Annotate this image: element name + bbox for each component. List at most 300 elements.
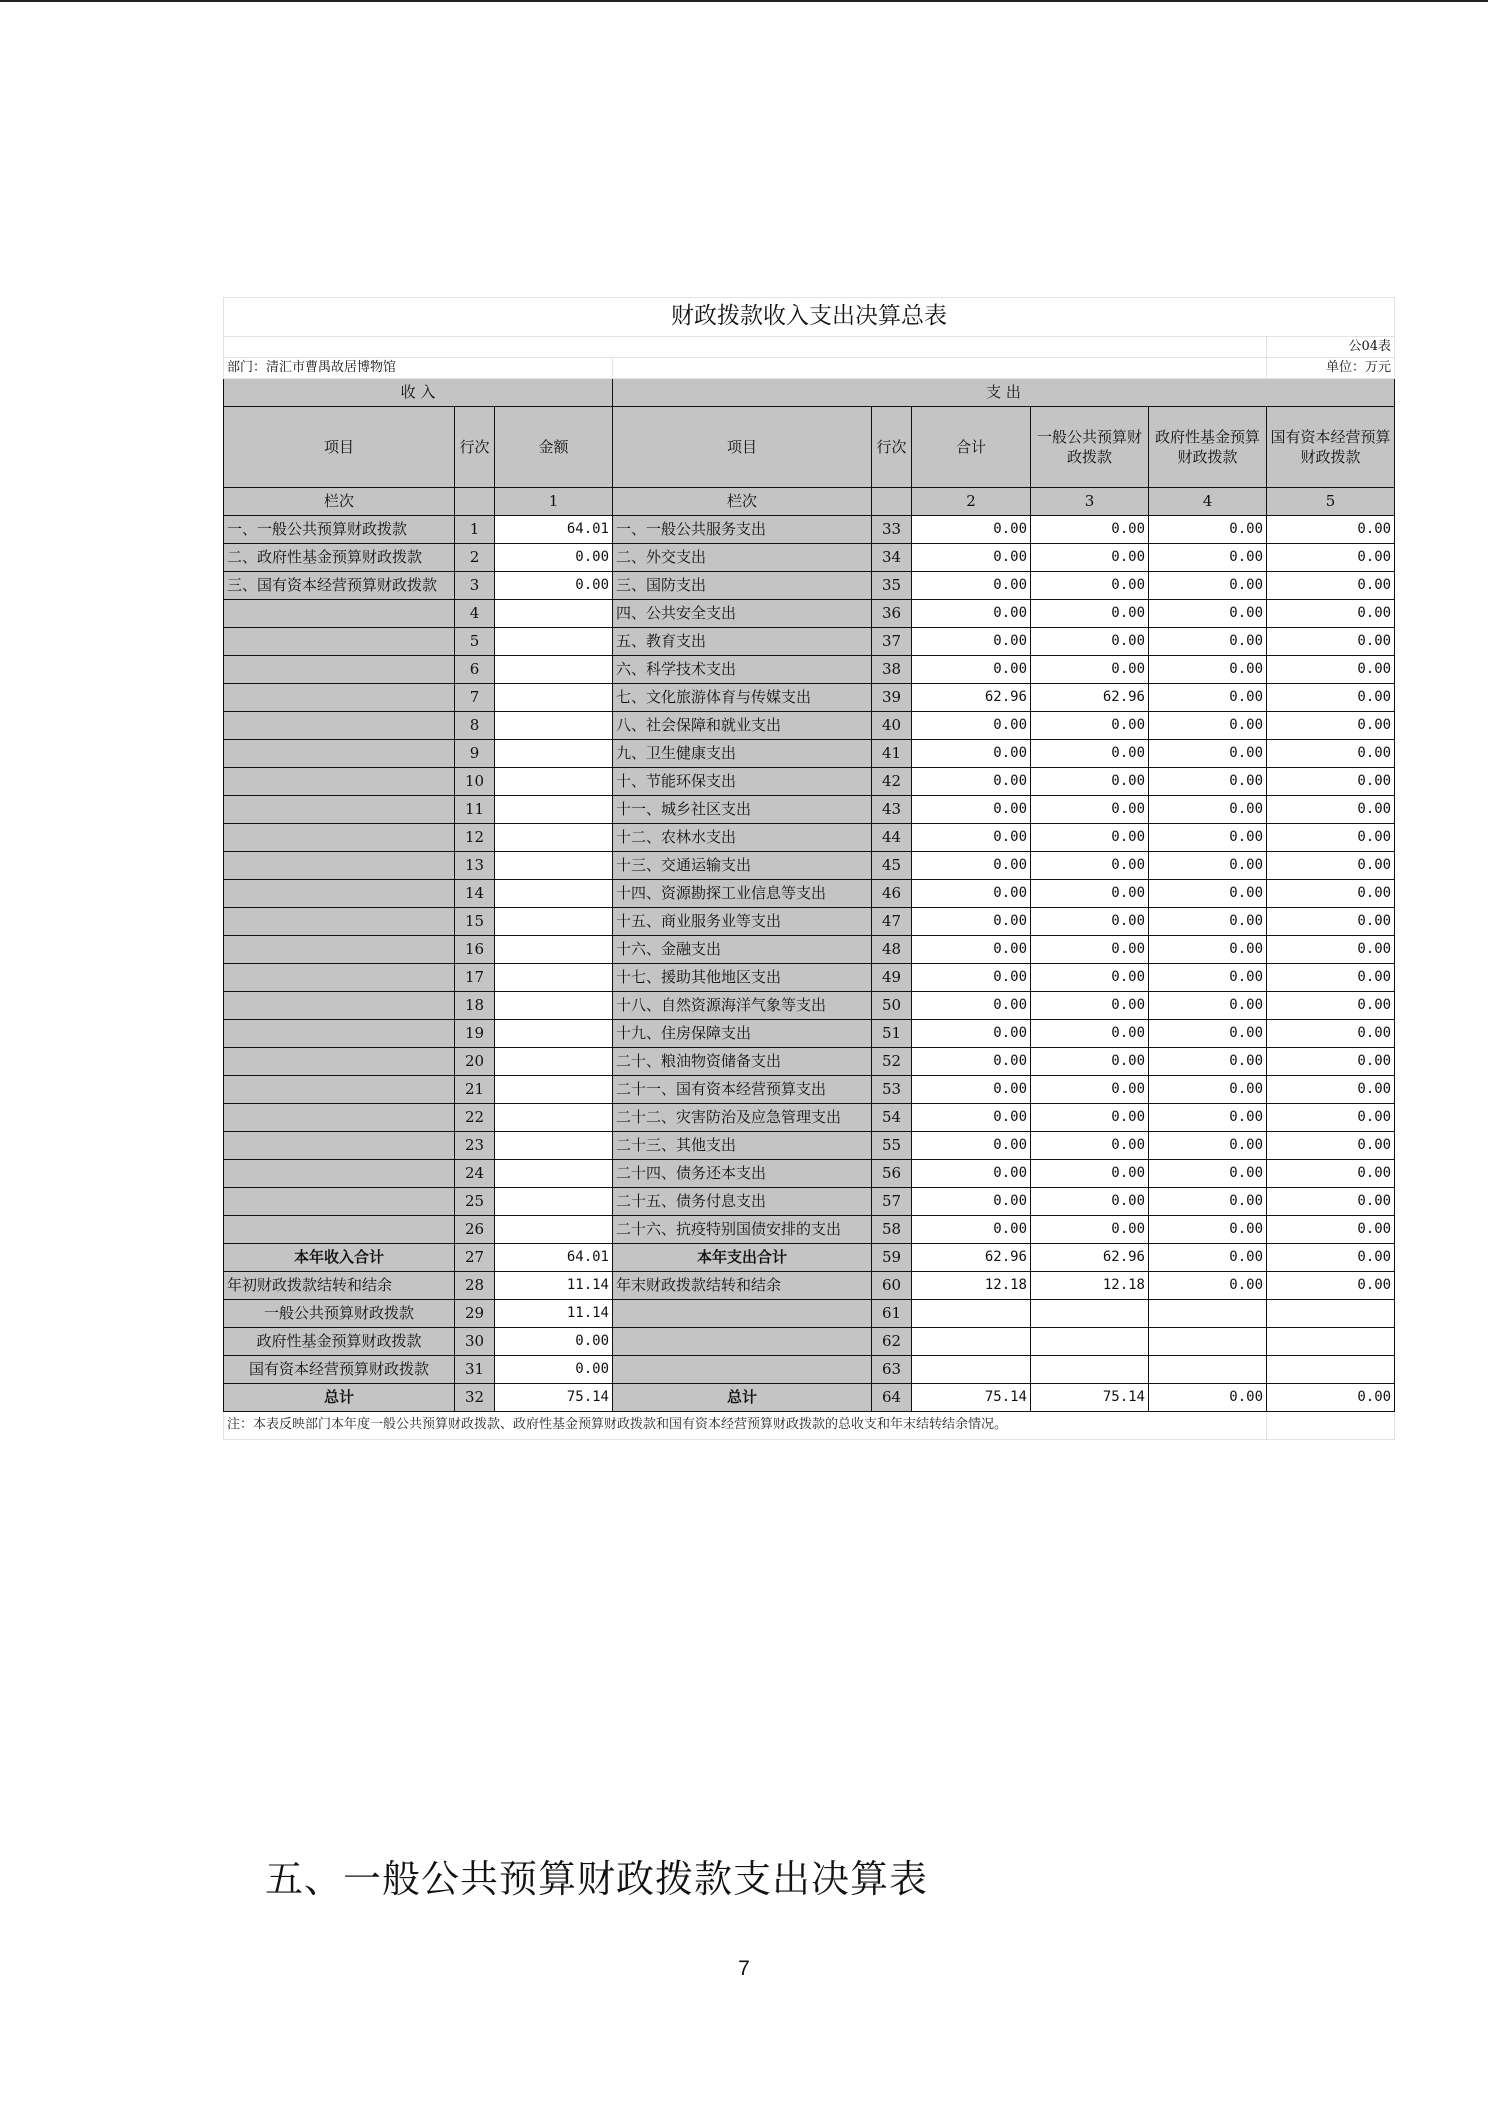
- state-capital-cell: 0.00: [1267, 796, 1395, 824]
- income-row-number: 10: [455, 768, 495, 796]
- expense-row-number: 45: [872, 852, 912, 880]
- expense-total-cell: 0.00: [912, 964, 1031, 992]
- expense-row-number: 54: [872, 1104, 912, 1132]
- fiscal-allocation-table: [223, 297, 1395, 1440]
- income-row-number: 15: [455, 908, 495, 936]
- section-heading: 五、一般公共预算财政拨款支出决算表: [265, 1857, 929, 1901]
- income-item-cell: [224, 1048, 455, 1076]
- income-amount-cell: [495, 936, 613, 964]
- expense-row-number: 63: [872, 1356, 912, 1384]
- expense-row-number: 46: [872, 880, 912, 908]
- fund-budget-cell: 0.00: [1149, 516, 1267, 544]
- expense-total-cell: 0.00: [912, 936, 1031, 964]
- expense-item-cell: 十五、商业服务业等支出: [613, 908, 872, 936]
- state-capital-cell: 0.00: [1267, 712, 1395, 740]
- income-item-cell: [224, 824, 455, 852]
- fund-budget-cell: 0.00: [1149, 1384, 1267, 1412]
- expense-item-cell: 十二、农林水支出: [613, 824, 872, 852]
- expense-item-cell: 十四、资源勘探工业信息等支出: [613, 880, 872, 908]
- expense-row-number: 36: [872, 600, 912, 628]
- table-row: [224, 628, 1395, 656]
- income-item-cell: [224, 964, 455, 992]
- income-row-number: 27: [455, 1244, 495, 1272]
- income-item-cell: [224, 600, 455, 628]
- income-item-cell: [224, 1132, 455, 1160]
- expense-total-cell: 0.00: [912, 796, 1031, 824]
- general-budget-cell: 0.00: [1031, 1132, 1149, 1160]
- header-income-item: 项目: [224, 407, 455, 488]
- income-row-number: 20: [455, 1048, 495, 1076]
- income-item-cell: 一、一般公共预算财政拨款: [224, 516, 455, 544]
- expense-total-cell: [912, 1328, 1031, 1356]
- table-row: [224, 1384, 1395, 1412]
- general-budget-cell: 0.00: [1031, 796, 1149, 824]
- table-row: [224, 1272, 1395, 1300]
- column-index-5: 5: [1267, 488, 1395, 516]
- table-row: [224, 908, 1395, 936]
- general-budget-cell: 0.00: [1031, 992, 1149, 1020]
- income-item-cell: [224, 936, 455, 964]
- income-item-cell: 政府性基金预算财政拨款: [224, 1328, 455, 1356]
- income-row-number: 22: [455, 1104, 495, 1132]
- table-row: [224, 1048, 1395, 1076]
- general-budget-cell: 0.00: [1031, 852, 1149, 880]
- income-amount-cell: [495, 1216, 613, 1244]
- state-capital-cell: 0.00: [1267, 908, 1395, 936]
- general-budget-cell: 62.96: [1031, 684, 1149, 712]
- income-item-cell: [224, 684, 455, 712]
- expense-item-cell: 八、社会保障和就业支出: [613, 712, 872, 740]
- income-item-cell: [224, 1160, 455, 1188]
- expense-item-cell: [613, 1356, 872, 1384]
- general-budget-cell: 0.00: [1031, 572, 1149, 600]
- general-budget-cell: 0.00: [1031, 824, 1149, 852]
- expense-row-number: 39: [872, 684, 912, 712]
- income-row-number: 25: [455, 1188, 495, 1216]
- income-row-number: 6: [455, 656, 495, 684]
- column-index-1: 1: [495, 488, 613, 516]
- expense-total-cell: 0.00: [912, 1160, 1031, 1188]
- expense-item-cell: 二十四、债务还本支出: [613, 1160, 872, 1188]
- fund-budget-cell: 0.00: [1149, 1272, 1267, 1300]
- income-row-number: 2: [455, 544, 495, 572]
- expense-item-cell: 十六、金融支出: [613, 936, 872, 964]
- general-budget-cell: 0.00: [1031, 768, 1149, 796]
- general-budget-cell: 62.96: [1031, 1244, 1149, 1272]
- table-row: [224, 572, 1395, 600]
- state-capital-cell: 0.00: [1267, 852, 1395, 880]
- income-amount-cell: [495, 628, 613, 656]
- state-capital-cell: 0.00: [1267, 824, 1395, 852]
- income-amount-cell: [495, 1076, 613, 1104]
- state-capital-cell: 0.00: [1267, 1216, 1395, 1244]
- income-amount-cell: 64.01: [495, 1244, 613, 1272]
- state-capital-cell: 0.00: [1267, 1384, 1395, 1412]
- table-row: [224, 1356, 1395, 1384]
- income-item-cell: [224, 992, 455, 1020]
- income-amount-cell: [495, 1048, 613, 1076]
- page-top-border: [0, 0, 1488, 2]
- income-row-number: 4: [455, 600, 495, 628]
- expense-row-number: 34: [872, 544, 912, 572]
- income-amount-cell: [495, 1188, 613, 1216]
- income-row-number: 21: [455, 1076, 495, 1104]
- income-item-cell: [224, 880, 455, 908]
- fund-budget-cell: 0.00: [1149, 1132, 1267, 1160]
- income-amount-cell: [495, 740, 613, 768]
- expense-total-cell: 0.00: [912, 740, 1031, 768]
- income-section-header: 收 入: [224, 379, 613, 407]
- expense-total-cell: 0.00: [912, 1132, 1031, 1160]
- column-index-label-left: 栏次: [224, 488, 455, 516]
- income-row-number: 17: [455, 964, 495, 992]
- income-item-cell: [224, 1076, 455, 1104]
- expense-row-number: 49: [872, 964, 912, 992]
- expense-item-cell: 九、卫生健康支出: [613, 740, 872, 768]
- income-row-number: 26: [455, 1216, 495, 1244]
- expense-row-number: 33: [872, 516, 912, 544]
- table-row: [224, 600, 1395, 628]
- general-budget-cell: 0.00: [1031, 1076, 1149, 1104]
- general-budget-cell: 0.00: [1031, 740, 1149, 768]
- general-budget-cell: 0.00: [1031, 1188, 1149, 1216]
- income-row-number: 29: [455, 1300, 495, 1328]
- column-index-label-right: 栏次: [613, 488, 872, 516]
- income-amount-cell: 0.00: [495, 1356, 613, 1384]
- expense-total-cell: 0.00: [912, 1104, 1031, 1132]
- general-budget-cell: 0.00: [1031, 656, 1149, 684]
- income-amount-cell: [495, 656, 613, 684]
- state-capital-cell: 0.00: [1267, 936, 1395, 964]
- expense-item-cell: 二十五、债务付息支出: [613, 1188, 872, 1216]
- income-item-cell: [224, 628, 455, 656]
- table-row: [224, 936, 1395, 964]
- state-capital-cell: 0.00: [1267, 1048, 1395, 1076]
- expense-total-cell: 0.00: [912, 1188, 1031, 1216]
- expense-total-cell: 0.00: [912, 880, 1031, 908]
- column-index-2: 2: [912, 488, 1031, 516]
- income-amount-cell: [495, 712, 613, 740]
- general-budget-cell: 0.00: [1031, 1216, 1149, 1244]
- header-expense-item: 项目: [613, 407, 872, 488]
- header-fund-budget: 政府性基金预算财政拨款: [1149, 407, 1267, 488]
- expense-total-cell: 62.96: [912, 1244, 1031, 1272]
- state-capital-cell: 0.00: [1267, 1020, 1395, 1048]
- expense-row-number: 55: [872, 1132, 912, 1160]
- state-capital-cell: 0.00: [1267, 1188, 1395, 1216]
- expense-item-cell: 十一、城乡社区支出: [613, 796, 872, 824]
- income-row-number: 12: [455, 824, 495, 852]
- general-budget-cell: 0.00: [1031, 908, 1149, 936]
- fund-budget-cell: 0.00: [1149, 992, 1267, 1020]
- income-amount-cell: [495, 1160, 613, 1188]
- state-capital-cell: 0.00: [1267, 1104, 1395, 1132]
- table-row: [224, 712, 1395, 740]
- state-capital-cell: 0.00: [1267, 1132, 1395, 1160]
- expense-total-cell: 0.00: [912, 1076, 1031, 1104]
- income-item-cell: [224, 908, 455, 936]
- income-item-cell: 二、政府性基金预算财政拨款: [224, 544, 455, 572]
- expense-section-header: 支 出: [613, 379, 1395, 407]
- expense-item-cell: 十、节能环保支出: [613, 768, 872, 796]
- income-amount-cell: 11.14: [495, 1272, 613, 1300]
- expense-total-cell: 0.00: [912, 628, 1031, 656]
- fund-budget-cell: 0.00: [1149, 1160, 1267, 1188]
- income-item-cell: [224, 740, 455, 768]
- state-capital-cell: [1267, 1328, 1395, 1356]
- income-amount-cell: [495, 1020, 613, 1048]
- fund-budget-cell: 0.00: [1149, 1216, 1267, 1244]
- general-budget-cell: 0.00: [1031, 516, 1149, 544]
- expense-row-number: 42: [872, 768, 912, 796]
- income-amount-cell: [495, 684, 613, 712]
- expense-total-cell: 0.00: [912, 824, 1031, 852]
- expense-item-cell: 本年支出合计: [613, 1244, 872, 1272]
- table-row: [224, 1300, 1395, 1328]
- page-number: 7: [738, 1957, 750, 1980]
- income-item-cell: 年初财政拨款结转和结余: [224, 1272, 455, 1300]
- financial-statement-sheet: [223, 297, 1394, 1440]
- expense-total-cell: 0.00: [912, 572, 1031, 600]
- fund-budget-cell: 0.00: [1149, 936, 1267, 964]
- expense-item-cell: 五、教育支出: [613, 628, 872, 656]
- expense-item-cell: 十七、援助其他地区支出: [613, 964, 872, 992]
- income-row-number: 16: [455, 936, 495, 964]
- expense-total-cell: 0.00: [912, 768, 1031, 796]
- general-budget-cell: 0.00: [1031, 936, 1149, 964]
- expense-row-number: 57: [872, 1188, 912, 1216]
- table-row: [224, 740, 1395, 768]
- state-capital-cell: 0.00: [1267, 1076, 1395, 1104]
- expense-total-cell: 0.00: [912, 712, 1031, 740]
- fund-budget-cell: 0.00: [1149, 824, 1267, 852]
- general-budget-cell: 12.18: [1031, 1272, 1149, 1300]
- state-capital-cell: 0.00: [1267, 544, 1395, 572]
- income-item-cell: [224, 1020, 455, 1048]
- expense-row-number: 62: [872, 1328, 912, 1356]
- table-row: [224, 796, 1395, 824]
- expense-row-number: 35: [872, 572, 912, 600]
- expense-total-cell: 0.00: [912, 600, 1031, 628]
- fund-budget-cell: 0.00: [1149, 880, 1267, 908]
- income-item-cell: 总计: [224, 1384, 455, 1412]
- income-row-number: 32: [455, 1384, 495, 1412]
- income-amount-cell: 0.00: [495, 544, 613, 572]
- header-general-budget: 一般公共预算财政拨款: [1031, 407, 1149, 488]
- expense-total-cell: 0.00: [912, 852, 1031, 880]
- table-row: [224, 1244, 1395, 1272]
- expense-row-number: 50: [872, 992, 912, 1020]
- expense-row-number: 40: [872, 712, 912, 740]
- income-item-cell: [224, 1104, 455, 1132]
- column-index-4: 4: [1149, 488, 1267, 516]
- general-budget-cell: 0.00: [1031, 628, 1149, 656]
- general-budget-cell: 0.00: [1031, 600, 1149, 628]
- expense-row-number: 52: [872, 1048, 912, 1076]
- expense-item-cell: 一、一般公共服务支出: [613, 516, 872, 544]
- income-row-number: 18: [455, 992, 495, 1020]
- expense-item-cell: 十九、住房保障支出: [613, 1020, 872, 1048]
- state-capital-cell: 0.00: [1267, 1244, 1395, 1272]
- income-amount-cell: [495, 1132, 613, 1160]
- table-row: [224, 880, 1395, 908]
- income-row-number: 8: [455, 712, 495, 740]
- expense-item-cell: 三、国防支出: [613, 572, 872, 600]
- expense-item-cell: 二十三、其他支出: [613, 1132, 872, 1160]
- expense-item-cell: 二十二、灾害防治及应急管理支出: [613, 1104, 872, 1132]
- state-capital-cell: 0.00: [1267, 628, 1395, 656]
- expense-row-number: 64: [872, 1384, 912, 1412]
- income-amount-cell: [495, 992, 613, 1020]
- expense-item-cell: 十八、自然资源海洋气象等支出: [613, 992, 872, 1020]
- expense-row-number: 59: [872, 1244, 912, 1272]
- income-amount-cell: 75.14: [495, 1384, 613, 1412]
- expense-item-cell: 二十六、抗疫特别国债安排的支出: [613, 1216, 872, 1244]
- state-capital-cell: 0.00: [1267, 516, 1395, 544]
- expense-total-cell: 0.00: [912, 1020, 1031, 1048]
- expense-total-cell: [912, 1356, 1031, 1384]
- expense-total-cell: 0.00: [912, 908, 1031, 936]
- income-item-cell: [224, 712, 455, 740]
- fund-budget-cell: 0.00: [1149, 908, 1267, 936]
- expense-total-cell: 0.00: [912, 516, 1031, 544]
- fund-budget-cell: 0.00: [1149, 656, 1267, 684]
- state-capital-cell: [1267, 1300, 1395, 1328]
- table-row: [224, 1132, 1395, 1160]
- expense-row-number: 47: [872, 908, 912, 936]
- state-capital-cell: 0.00: [1267, 740, 1395, 768]
- state-capital-cell: 0.00: [1267, 880, 1395, 908]
- expense-total-cell: 0.00: [912, 992, 1031, 1020]
- state-capital-cell: 0.00: [1267, 768, 1395, 796]
- expense-total-cell: 75.14: [912, 1384, 1031, 1412]
- table-row: [224, 992, 1395, 1020]
- fund-budget-cell: 0.00: [1149, 740, 1267, 768]
- income-row-number: 3: [455, 572, 495, 600]
- income-amount-cell: [495, 600, 613, 628]
- general-budget-cell: 0.00: [1031, 544, 1149, 572]
- income-item-cell: [224, 768, 455, 796]
- fund-budget-cell: 0.00: [1149, 964, 1267, 992]
- state-capital-cell: 0.00: [1267, 1160, 1395, 1188]
- expense-row-number: 41: [872, 740, 912, 768]
- income-item-cell: 本年收入合计: [224, 1244, 455, 1272]
- expense-row-number: 48: [872, 936, 912, 964]
- fund-budget-cell: 0.00: [1149, 544, 1267, 572]
- general-budget-cell: [1031, 1300, 1149, 1328]
- state-capital-cell: 0.00: [1267, 964, 1395, 992]
- fund-budget-cell: 0.00: [1149, 768, 1267, 796]
- income-amount-cell: [495, 796, 613, 824]
- fund-budget-cell: 0.00: [1149, 684, 1267, 712]
- income-row-number: 5: [455, 628, 495, 656]
- expense-item-cell: 二、外交支出: [613, 544, 872, 572]
- expense-item-cell: 二十、粮油物资储备支出: [613, 1048, 872, 1076]
- general-budget-cell: 0.00: [1031, 964, 1149, 992]
- income-row-number: 9: [455, 740, 495, 768]
- fund-budget-cell: 0.00: [1149, 1076, 1267, 1104]
- expense-item-cell: 七、文化旅游体育与传媒支出: [613, 684, 872, 712]
- table-row: [224, 1188, 1395, 1216]
- expense-total-cell: 62.96: [912, 684, 1031, 712]
- income-row-number: 14: [455, 880, 495, 908]
- table-row: [224, 1160, 1395, 1188]
- general-budget-cell: 0.00: [1031, 880, 1149, 908]
- expense-row-number: 58: [872, 1216, 912, 1244]
- expense-total-cell: 0.00: [912, 656, 1031, 684]
- table-title: 财政拨款收入支出决算总表: [224, 298, 1395, 337]
- general-budget-cell: 0.00: [1031, 712, 1149, 740]
- income-item-cell: [224, 852, 455, 880]
- fund-budget-cell: 0.00: [1149, 852, 1267, 880]
- general-budget-cell: 0.00: [1031, 1160, 1149, 1188]
- table-row: [224, 544, 1395, 572]
- fund-budget-cell: 0.00: [1149, 1048, 1267, 1076]
- fund-budget-cell: 0.00: [1149, 572, 1267, 600]
- general-budget-cell: [1031, 1356, 1149, 1384]
- state-capital-cell: 0.00: [1267, 600, 1395, 628]
- income-item-cell: [224, 1188, 455, 1216]
- general-budget-cell: 0.00: [1031, 1048, 1149, 1076]
- general-budget-cell: [1031, 1328, 1149, 1356]
- table-row: [224, 852, 1395, 880]
- state-capital-cell: 0.00: [1267, 1272, 1395, 1300]
- general-budget-cell: 75.14: [1031, 1384, 1149, 1412]
- income-row-number: 28: [455, 1272, 495, 1300]
- general-budget-cell: 0.00: [1031, 1104, 1149, 1132]
- income-amount-cell: 0.00: [495, 572, 613, 600]
- header-total: 合计: [912, 407, 1031, 488]
- table-row: [224, 684, 1395, 712]
- expense-row-number: 51: [872, 1020, 912, 1048]
- expense-item-cell: [613, 1328, 872, 1356]
- expense-row-number: 37: [872, 628, 912, 656]
- unit-label: 单位：万元: [1267, 358, 1395, 379]
- header-expense-row: 行次: [872, 407, 912, 488]
- table-row: [224, 824, 1395, 852]
- income-item-cell: [224, 656, 455, 684]
- fund-budget-cell: [1149, 1328, 1267, 1356]
- income-amount-cell: [495, 768, 613, 796]
- income-item-cell: [224, 1216, 455, 1244]
- fund-budget-cell: 0.00: [1149, 1020, 1267, 1048]
- income-amount-cell: [495, 908, 613, 936]
- income-item-cell: 一般公共预算财政拨款: [224, 1300, 455, 1328]
- header-amount: 金额: [495, 407, 613, 488]
- state-capital-cell: 0.00: [1267, 656, 1395, 684]
- column-index-3: 3: [1031, 488, 1149, 516]
- income-amount-cell: [495, 824, 613, 852]
- table-code: 公04表: [1267, 337, 1395, 358]
- expense-item-cell: 十三、交通运输支出: [613, 852, 872, 880]
- income-amount-cell: 11.14: [495, 1300, 613, 1328]
- expense-item-cell: 六、科学技术支出: [613, 656, 872, 684]
- income-row-number: 24: [455, 1160, 495, 1188]
- fund-budget-cell: 0.00: [1149, 628, 1267, 656]
- fund-budget-cell: 0.00: [1149, 796, 1267, 824]
- expense-row-number: 44: [872, 824, 912, 852]
- income-row-number: 11: [455, 796, 495, 824]
- expense-row-number: 53: [872, 1076, 912, 1104]
- expense-row-number: 60: [872, 1272, 912, 1300]
- fund-budget-cell: [1149, 1356, 1267, 1384]
- fund-budget-cell: 0.00: [1149, 1244, 1267, 1272]
- state-capital-cell: 0.00: [1267, 992, 1395, 1020]
- fund-budget-cell: [1149, 1300, 1267, 1328]
- fund-budget-cell: 0.00: [1149, 712, 1267, 740]
- income-item-cell: 三、国有资本经营预算财政拨款: [224, 572, 455, 600]
- expense-row-number: 43: [872, 796, 912, 824]
